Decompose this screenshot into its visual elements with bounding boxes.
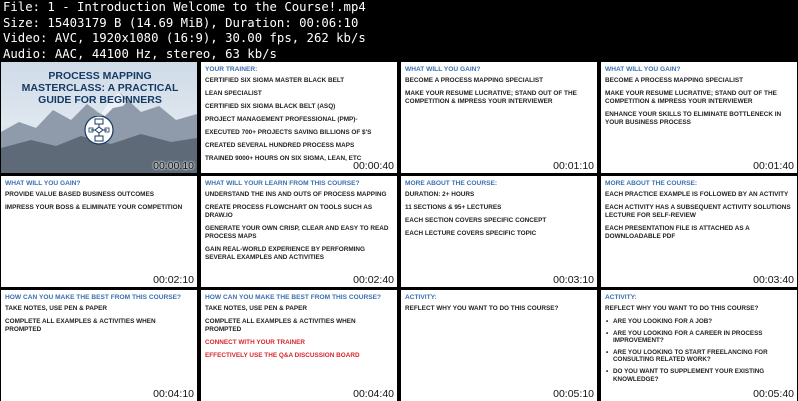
slide-line: COMPLETE ALL EXAMPLES & ACTIVITIES WHEN PROMPTED <box>205 318 356 333</box>
slide-line: EXECUTED 700+ PROJECTS SAVING BILLIONS OF $'S <box>205 129 372 136</box>
slide-line: COMPLETE ALL EXAMPLES & ACTIVITIES WHEN PROMPTED <box>5 318 156 333</box>
slide-heading: WHAT WILL YOU GAIN? <box>605 66 681 73</box>
thumbnail-activity-1[interactable] <box>401 290 597 401</box>
slide-line: MAKE YOUR RESUME LUCRATIVE; STAND OUT OF THE COMPETITION & IMPRESS YOUR INTERVIEWER <box>405 90 577 105</box>
list-item: • ARE YOU LOOKING FOR A JOB? <box>613 318 793 326</box>
timestamp: 00:04:10 <box>153 388 194 400</box>
slide-line: TAKE NOTES, USE PEN & PAPER <box>5 305 108 312</box>
slide-line: REFLECT WHY YOU WANT TO DO THIS COURSE? <box>605 305 759 312</box>
file-name-line: File: 1 - Introduction Welcome to the Course!.mp4 <box>3 0 366 14</box>
timestamp: 00:01:40 <box>753 160 794 172</box>
file-size-line: Size: 15403179 B (14.69 MiB), Duration: 00:06:10 <box>3 15 359 30</box>
thumbnail-learn[interactable] <box>201 176 397 287</box>
slide-line: EACH LECTURE COVERS SPECIFIC TOPIC <box>405 230 537 237</box>
slide-heading: ACTIVITY: <box>405 294 437 301</box>
slide-line: TRAINED 9000+ HOURS ON SIX SIGMA, LEAN, ETC <box>205 155 362 162</box>
slide-line: ENHANCE YOUR SKILLS TO ELIMINATE BOTTLENECK IN YOUR BUSINESS PROCESS <box>605 111 782 126</box>
flowchart-icon <box>84 116 114 156</box>
timestamp: 00:03:10 <box>553 274 594 286</box>
timestamp: 00:00:40 <box>353 160 394 172</box>
slide-heading: YOUR TRAINER: <box>205 66 258 73</box>
slide-heading: HOW CAN YOU MAKE THE BEST FROM THIS COURSE? <box>205 294 382 301</box>
thumbnail-grid <box>1 62 797 401</box>
slide-line: MAKE YOUR RESUME LUCRATIVE; STAND OUT OF THE COMPETITION & IMPRESS YOUR INTERVIEWER <box>605 90 777 105</box>
slide-line: CERTIFIED SIX SIGMA MASTER BLACK BELT <box>205 77 345 84</box>
slide-line: GENERATE YOUR OWN CRISP, CLEAR AND EASY TO READ PROCESS MAPS <box>205 225 389 240</box>
slide-line: EACH SECTION COVERS SPECIFIC CONCEPT <box>405 217 547 224</box>
list-item: • ARE YOU LOOKING TO START FREELANCING FOR CONSULTING RELATED WORK? <box>613 349 793 364</box>
slide-line-highlight: EFFECTIVELY USE THE Q&A DISCUSSION BOARD <box>205 352 360 359</box>
slide-line: 11 SECTIONS & 95+ LECTURES <box>405 204 502 211</box>
slide-line: IMPRESS YOUR BOSS & ELIMINATE YOUR COMPETITION <box>5 204 183 211</box>
slide-line: BECOME A PROCESS MAPPING SPECIALIST <box>605 77 744 84</box>
slide-line: PROJECT MANAGEMENT PROFESSIONAL (PMP)- <box>205 116 358 123</box>
slide-line: GAIN REAL-WORLD EXPERIENCE BY PERFORMING SEVERAL EXAMPLES AND ACTIVITIES <box>205 246 366 261</box>
thumbnail-activity-2[interactable] <box>601 290 797 401</box>
timestamp: 00:02:10 <box>153 274 194 286</box>
timestamp: 00:04:40 <box>353 388 394 400</box>
slide-line: TAKE NOTES, USE PEN & PAPER <box>205 305 308 312</box>
thumbnail-best-1[interactable] <box>1 290 197 401</box>
timestamp: 00:05:10 <box>553 388 594 400</box>
list-item: • DO YOU WANT TO SUPPLEMENT YOUR EXISTING KNOWLEDGE? <box>613 368 793 383</box>
bullet-list <box>601 318 797 383</box>
timestamp: 00:05:40 <box>753 388 794 400</box>
file-info-header <box>3 0 793 62</box>
slide-heading: MORE ABOUT THE COURSE: <box>605 180 698 187</box>
course-title <box>15 70 185 106</box>
thumbnail-course-2[interactable] <box>601 176 797 287</box>
slide-heading: HOW CAN YOU MAKE THE BEST FROM THIS COURSE? <box>5 294 182 301</box>
thumbnail-title-slide[interactable] <box>1 62 197 173</box>
timestamp: 00:03:40 <box>753 274 794 286</box>
slide-heading: ACTIVITY: <box>605 294 637 301</box>
slide-heading: WHAT WILL YOU GAIN? <box>405 66 481 73</box>
title-line-3: GUIDE FOR BEGINNERS <box>38 94 162 106</box>
slide-heading: WHAT WILL YOU GAIN? <box>5 180 81 187</box>
slide-line: CREATE PROCESS FLOWCHART ON TOOLS SUCH AS DRAW.IO <box>205 204 373 219</box>
slide-heading: WHAT WILL YOUR LEARN FROM THIS COURSE? <box>205 180 360 187</box>
list-item: • ARE YOU LOOKING FOR A CAREER IN PROCESS IMPROVEMENT? <box>613 330 793 345</box>
slide-line: LEAN SPECIALIST <box>205 90 262 97</box>
thumbnail-gain-3[interactable] <box>1 176 197 287</box>
timestamp: 00:01:10 <box>553 160 594 172</box>
slide-heading: MORE ABOUT THE COURSE: <box>405 180 498 187</box>
slide-line: EACH PRACTICE EXAMPLE IS FOLLOWED BY AN ACTIVITY <box>605 191 789 198</box>
thumbnail-trainer[interactable] <box>201 62 397 173</box>
slide-line: PROVIDE VALUE BASED BUSINESS OUTCOMES <box>5 191 155 198</box>
slide-line: REFLECT WHY YOU WANT TO DO THIS COURSE? <box>405 305 559 312</box>
video-info-line: Video: AVC, 1920x1080 (16:9), 30.00 fps, 262 kb/s <box>3 31 366 45</box>
audio-info-line: Audio: AAC, 44100 Hz, stereo, 63 kb/s <box>3 46 277 61</box>
slide-line: EACH ACTIVITY HAS A SUBSEQUENT ACTIVITY SOLUTIONS LECTURE FOR SELF-REVIEW <box>605 204 791 219</box>
slide-line: UNDERSTAND THE INS AND OUTS OF PROCESS MAPPING <box>205 191 387 198</box>
slide-line: BECOME A PROCESS MAPPING SPECIALIST <box>405 77 544 84</box>
thumbnail-course-1[interactable] <box>401 176 597 287</box>
timestamp: 00:00:10 <box>153 160 194 172</box>
thumbnail-gain-1[interactable] <box>401 62 597 173</box>
slide-line: CERTIFIED SIX SIGMA BLACK BELT (ASQ) <box>205 103 336 110</box>
slide-line-highlight: CONNECT WITH YOUR TRAINER <box>205 339 306 346</box>
title-line-2: MASTERCLASS: A PRACTICAL <box>21 82 179 94</box>
thumbnail-gain-2[interactable] <box>601 62 797 173</box>
slide-line: EACH PRESENTATION FILE IS ATTACHED AS A DOWNLOADABLE PDF <box>605 225 750 240</box>
thumbnail-best-2[interactable] <box>201 290 397 401</box>
title-line-1: PROCESS MAPPING <box>48 70 152 82</box>
slide-line: DURATION: 2+ HOURS <box>405 191 475 198</box>
timestamp: 00:02:40 <box>353 274 394 286</box>
slide-line: CREATED SEVERAL HUNDRED PROCESS MAPS <box>205 142 355 149</box>
